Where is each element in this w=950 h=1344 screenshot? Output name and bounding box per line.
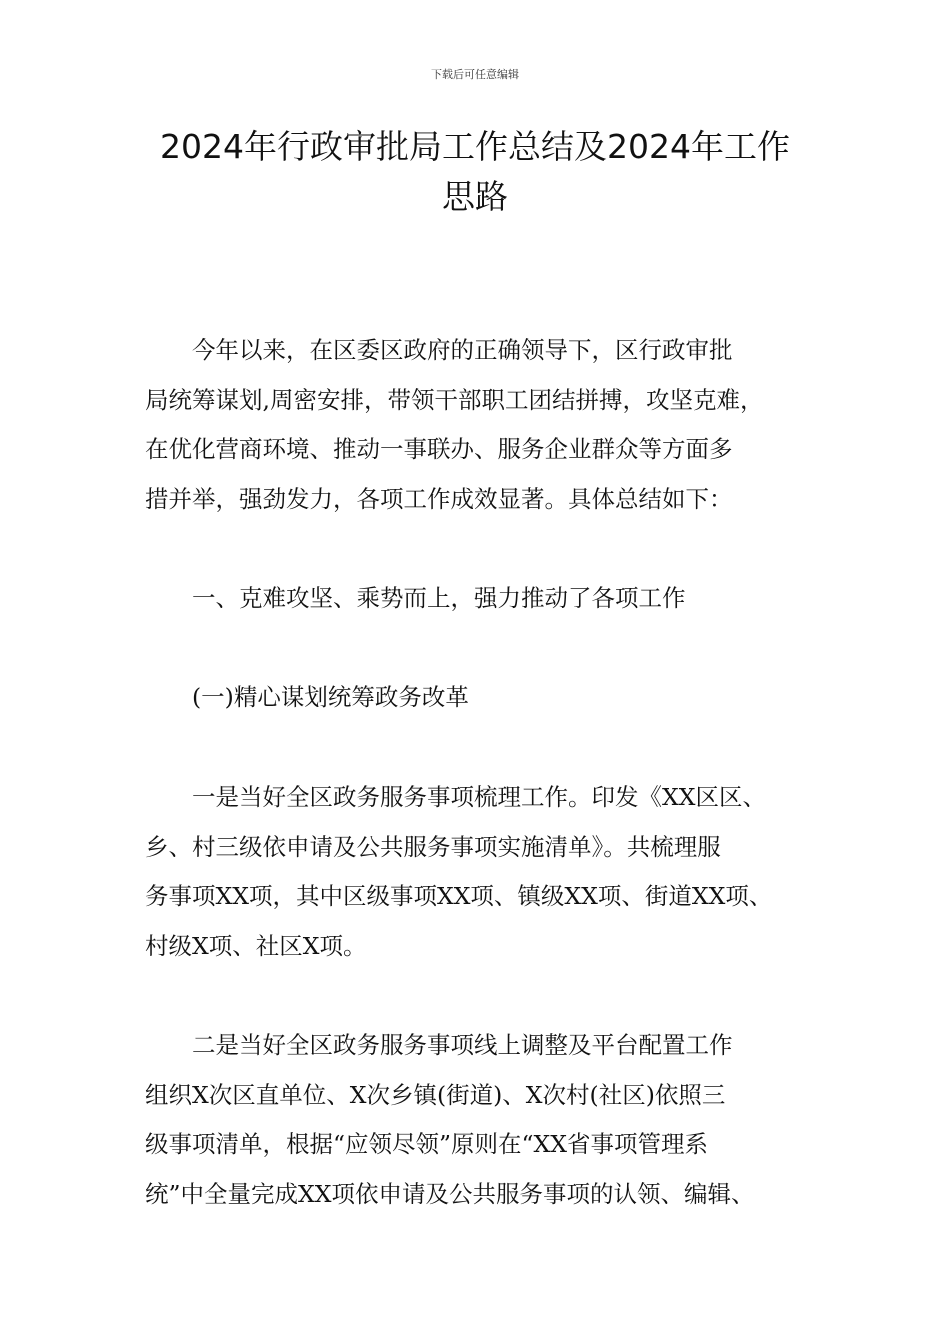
text-line: (一)精心谋划统筹政务改革 (192, 683, 469, 711)
text-line: 村级X项、社区X项。 (145, 931, 367, 960)
text-line: 局统筹谋划,周密安排，带领干部职工团结拼搏，攻坚克难， (145, 385, 764, 414)
paragraph-item-2 (145, 1021, 835, 1219)
subsection-heading (145, 673, 835, 723)
text-line: 一是当好全区政务服务事项梳理工作。印发《XX区区、 (192, 783, 766, 811)
text-line: 二是当好全区政务服务事项线上调整及平台配置工作 (192, 1031, 733, 1059)
text-line: 今年以来，在区委区政府的正确领导下，区行政审批 (192, 336, 733, 364)
paragraph-intro (145, 326, 835, 524)
text-line: 统”中全量完成XX项依申请及公共服务事项的认领、编辑、 (145, 1179, 755, 1208)
text-line: 措并举，强劲发力，各项工作成效显著。具体总结如下： (145, 484, 733, 513)
text-line: 级事项清单，根据“应领尽领”原则在“XX省事项管理系 (145, 1130, 709, 1158)
header-note: 下载后可任意编辑 (431, 68, 519, 81)
text-line: 乡、村三级依申请及公共服务事项实施清单》。共梳理服 (145, 832, 721, 861)
paragraph-item-1 (145, 773, 835, 971)
title-line-1: 2024年行政审批局工作总结及2024年工作 (160, 127, 790, 166)
text-line: 在优化营商环境、推动一事联办、服务企业群众等方面多 (145, 435, 733, 463)
section-heading (145, 574, 835, 624)
text-line: 一、克难攻坚、乘势而上，强力推动了各项工作 (192, 584, 686, 612)
text-line: 务事项XX项，其中区级事项XX项、镇级XX项、街道XX项、 (145, 882, 773, 910)
text-line: 组织X次区直单位、X次乡镇(街道)、X次村(社区)依照三 (145, 1080, 726, 1109)
document-title (120, 122, 830, 222)
title-line-2: 思路 (442, 177, 508, 216)
